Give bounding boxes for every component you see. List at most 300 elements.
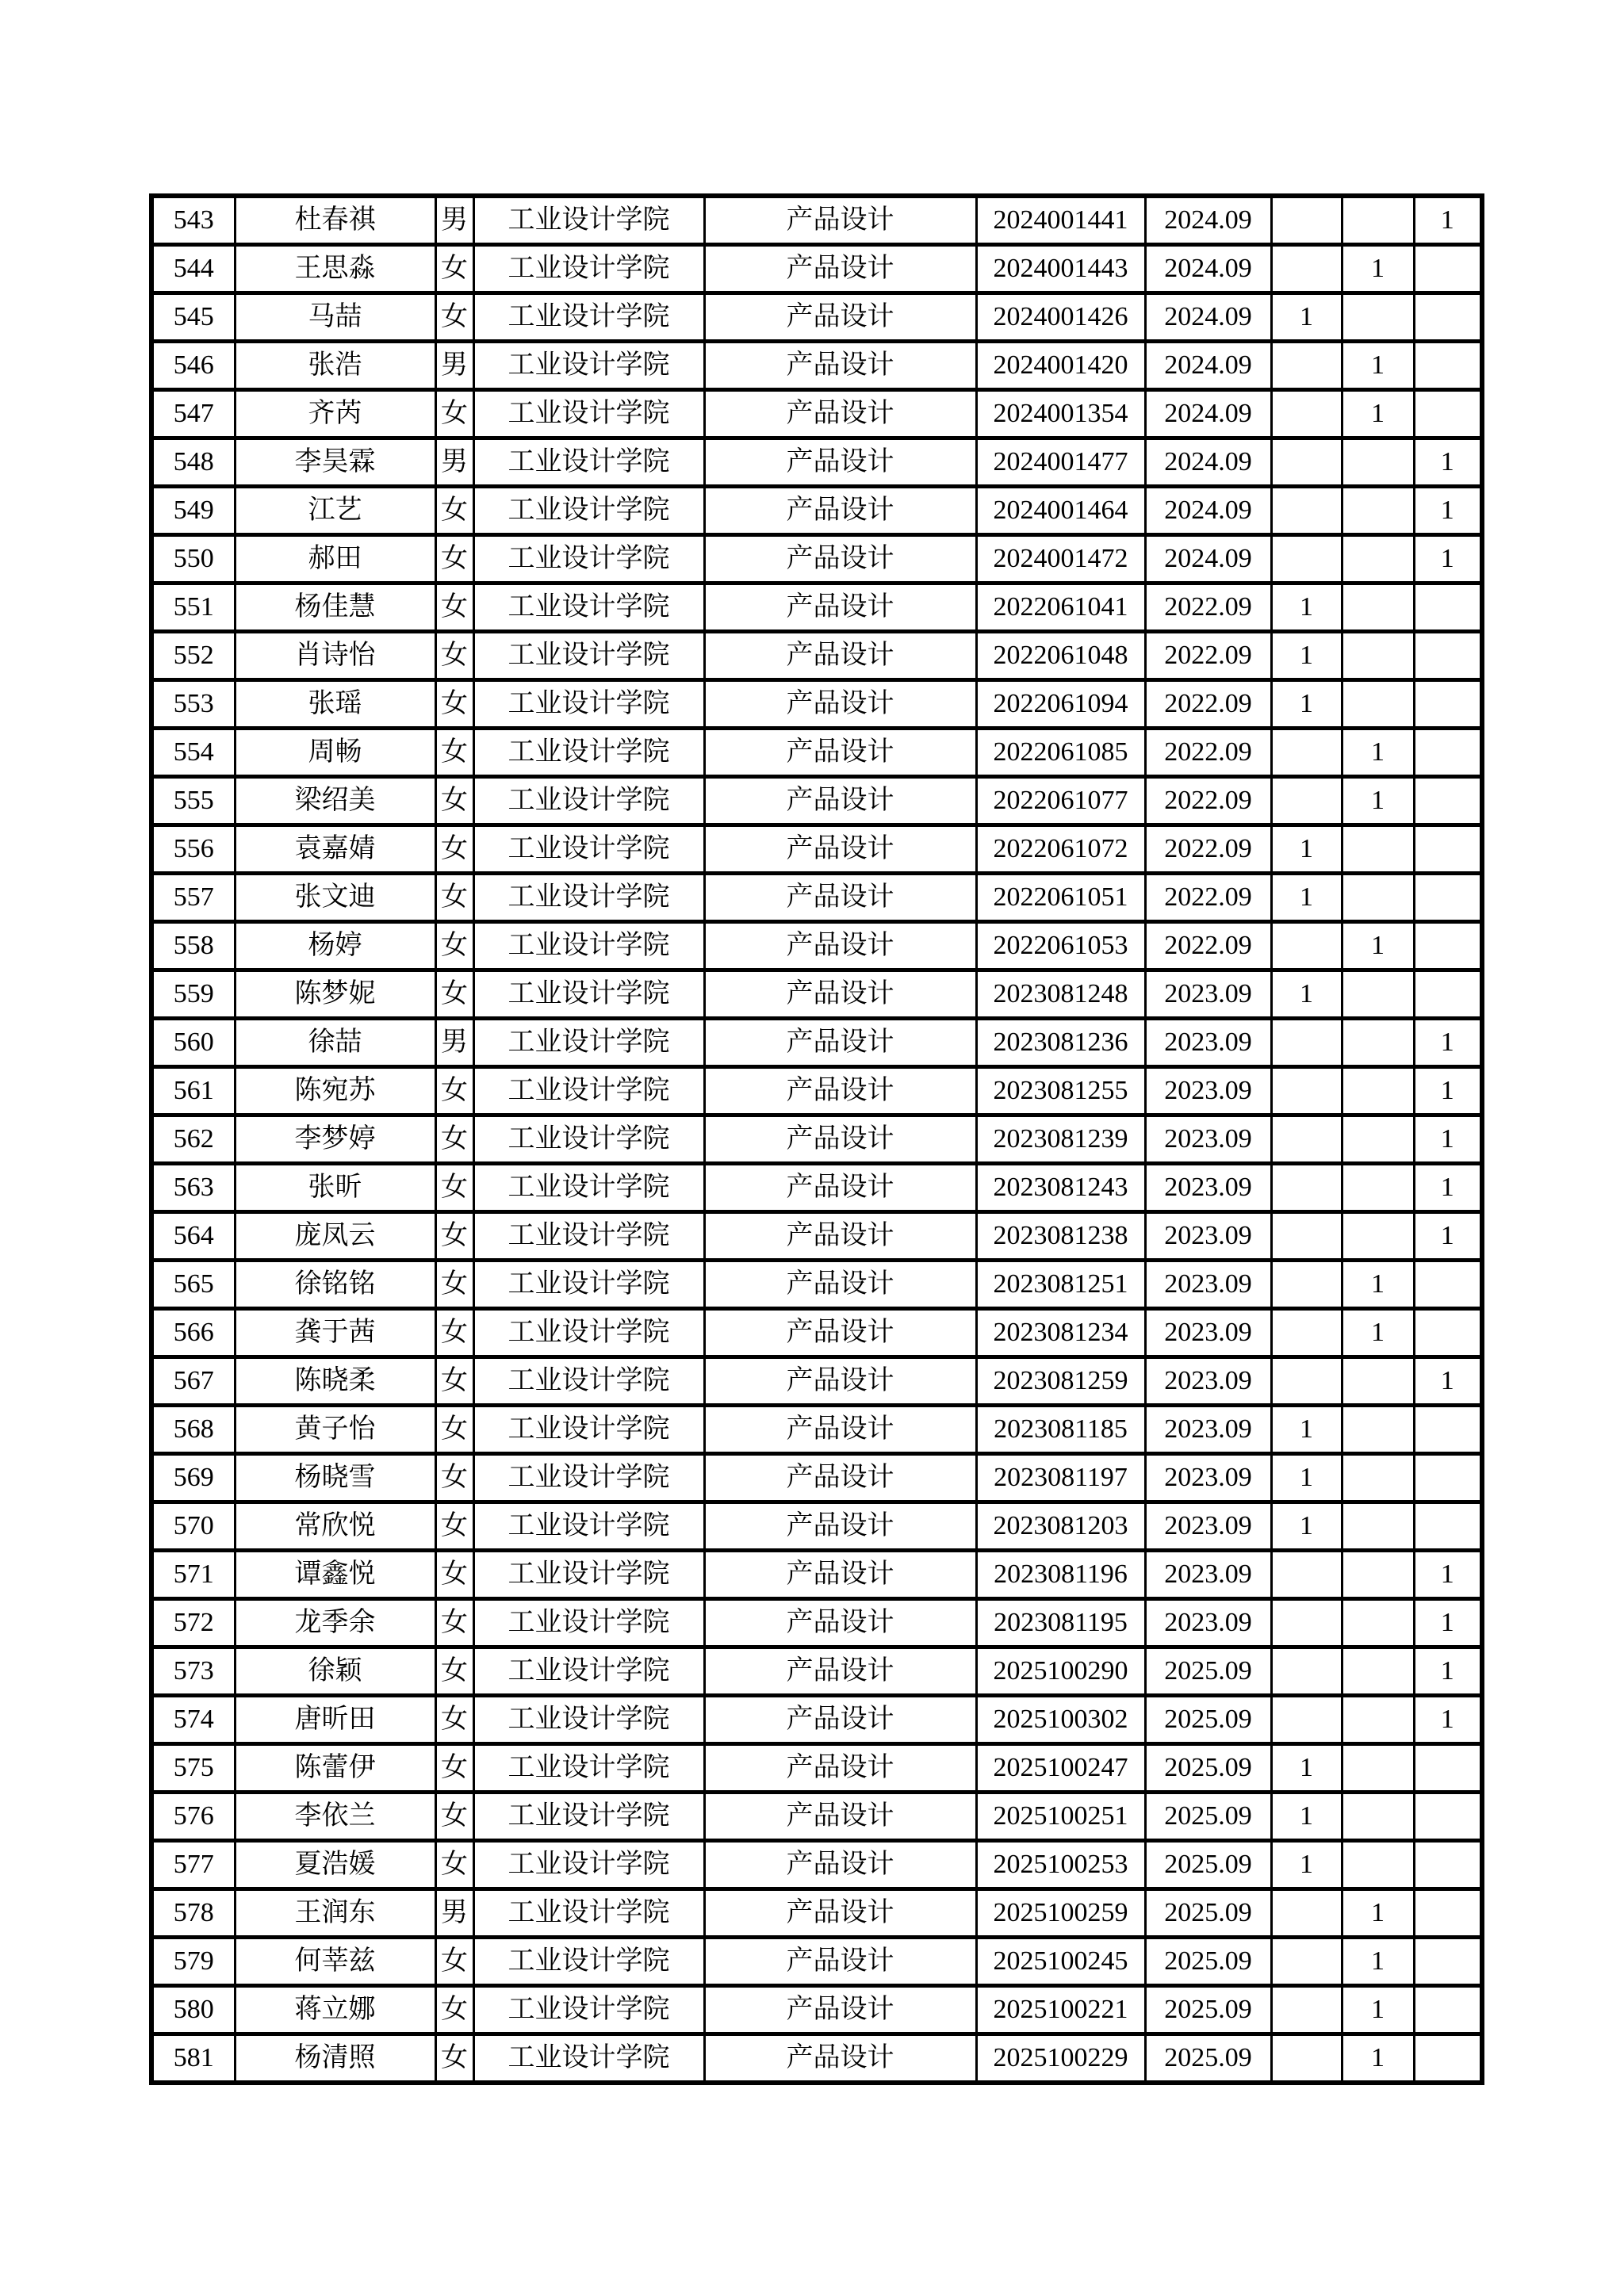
table-row — [151, 922, 1482, 970]
cell-major: 产品设计 — [704, 584, 976, 632]
cell-mark-col-1 — [1271, 2034, 1342, 2084]
cell-row-number: 549 — [151, 487, 235, 535]
cell-row-number: 557 — [151, 874, 235, 922]
cell-student-name: 张瑶 — [235, 680, 435, 729]
cell-student-id: 2023081236 — [976, 1019, 1145, 1067]
cell-college: 工业设计学院 — [473, 2034, 704, 2084]
cell-college: 工业设计学院 — [473, 1841, 704, 1889]
cell-college: 工业设计学院 — [473, 487, 704, 535]
cell-major: 产品设计 — [704, 1357, 976, 1406]
cell-gender: 女 — [435, 970, 473, 1019]
table-row — [151, 874, 1482, 922]
cell-major: 产品设计 — [704, 922, 976, 970]
table-row — [151, 245, 1482, 293]
cell-row-number: 547 — [151, 390, 235, 438]
cell-mark-col-1: 1 — [1271, 874, 1342, 922]
cell-row-number: 568 — [151, 1406, 235, 1454]
cell-student-id: 2023081255 — [976, 1067, 1145, 1115]
cell-major: 产品设计 — [704, 1986, 976, 2034]
cell-mark-col-3 — [1414, 1261, 1482, 1309]
cell-student-id: 2025100245 — [976, 1938, 1145, 1986]
table-row — [151, 1309, 1482, 1357]
cell-mark-col-2: 1 — [1342, 2034, 1414, 2084]
cell-row-number: 565 — [151, 1261, 235, 1309]
table-row — [151, 1599, 1482, 1647]
cell-enroll-date: 2024.09 — [1145, 487, 1271, 535]
cell-mark-col-2: 1 — [1342, 729, 1414, 777]
cell-row-number: 543 — [151, 196, 235, 245]
cell-row-number: 548 — [151, 438, 235, 487]
cell-mark-col-3 — [1414, 342, 1482, 390]
cell-student-name: 王思淼 — [235, 245, 435, 293]
cell-mark-col-1 — [1271, 1019, 1342, 1067]
cell-mark-col-3 — [1414, 1502, 1482, 1551]
cell-mark-col-1 — [1271, 1551, 1342, 1599]
table-row — [151, 1406, 1482, 1454]
table-row — [151, 1744, 1482, 1793]
cell-student-name: 徐铭铭 — [235, 1261, 435, 1309]
cell-row-number: 580 — [151, 1986, 235, 2034]
cell-gender: 女 — [435, 1647, 473, 1696]
cell-row-number: 559 — [151, 970, 235, 1019]
cell-mark-col-3 — [1414, 1793, 1482, 1841]
cell-college: 工业设计学院 — [473, 438, 704, 487]
cell-mark-col-3 — [1414, 293, 1482, 342]
cell-mark-col-2: 1 — [1342, 1309, 1414, 1357]
cell-college: 工业设计学院 — [473, 1261, 704, 1309]
cell-enroll-date: 2023.09 — [1145, 1067, 1271, 1115]
cell-mark-col-1: 1 — [1271, 1406, 1342, 1454]
cell-gender: 女 — [435, 1841, 473, 1889]
cell-gender: 男 — [435, 342, 473, 390]
cell-student-name: 梁绍美 — [235, 777, 435, 825]
cell-college: 工业设计学院 — [473, 1793, 704, 1841]
cell-major: 产品设计 — [704, 487, 976, 535]
cell-mark-col-3 — [1414, 584, 1482, 632]
table-row — [151, 2034, 1482, 2084]
cell-college: 工业设计学院 — [473, 342, 704, 390]
cell-major: 产品设计 — [704, 245, 976, 293]
cell-mark-col-3 — [1414, 970, 1482, 1019]
cell-college: 工业设计学院 — [473, 680, 704, 729]
cell-row-number: 576 — [151, 1793, 235, 1841]
cell-college: 工业设计学院 — [473, 1938, 704, 1986]
table-row — [151, 1793, 1482, 1841]
cell-mark-col-2 — [1342, 1067, 1414, 1115]
cell-student-id: 2024001426 — [976, 293, 1145, 342]
cell-row-number: 556 — [151, 825, 235, 874]
cell-mark-col-2 — [1342, 438, 1414, 487]
cell-mark-col-3 — [1414, 2034, 1482, 2084]
cell-enroll-date: 2022.09 — [1145, 922, 1271, 970]
cell-major: 产品设计 — [704, 1502, 976, 1551]
cell-student-id: 2024001441 — [976, 196, 1145, 245]
cell-college: 工业设计学院 — [473, 1067, 704, 1115]
cell-major: 产品设计 — [704, 632, 976, 680]
cell-mark-col-2 — [1342, 1357, 1414, 1406]
cell-mark-col-1 — [1271, 1986, 1342, 2034]
cell-student-name: 夏浩媛 — [235, 1841, 435, 1889]
cell-mark-col-2 — [1342, 1793, 1414, 1841]
cell-student-id: 2022061077 — [976, 777, 1145, 825]
cell-enroll-date: 2025.09 — [1145, 1986, 1271, 2034]
cell-gender: 女 — [435, 1986, 473, 2034]
cell-student-name: 庞凤云 — [235, 1212, 435, 1261]
cell-college: 工业设计学院 — [473, 1454, 704, 1502]
cell-enroll-date: 2025.09 — [1145, 1696, 1271, 1744]
cell-enroll-date: 2025.09 — [1145, 1744, 1271, 1793]
cell-gender: 女 — [435, 680, 473, 729]
cell-college: 工业设计学院 — [473, 1212, 704, 1261]
cell-gender: 女 — [435, 1696, 473, 1744]
cell-student-name: 郝田 — [235, 535, 435, 584]
table-row — [151, 632, 1482, 680]
cell-row-number: 545 — [151, 293, 235, 342]
cell-mark-col-3 — [1414, 680, 1482, 729]
cell-college: 工业设计学院 — [473, 584, 704, 632]
table-row — [151, 196, 1482, 245]
table-row — [151, 970, 1482, 1019]
cell-mark-col-1: 1 — [1271, 584, 1342, 632]
cell-mark-col-2 — [1342, 1744, 1414, 1793]
cell-enroll-date: 2023.09 — [1145, 1261, 1271, 1309]
cell-enroll-date: 2025.09 — [1145, 1938, 1271, 1986]
student-roster-table — [149, 193, 1484, 2085]
cell-major: 产品设计 — [704, 196, 976, 245]
cell-student-id: 2024001443 — [976, 245, 1145, 293]
cell-major: 产品设计 — [704, 729, 976, 777]
cell-enroll-date: 2023.09 — [1145, 1502, 1271, 1551]
cell-mark-col-2 — [1342, 680, 1414, 729]
cell-mark-col-2: 1 — [1342, 342, 1414, 390]
cell-mark-col-1: 1 — [1271, 1841, 1342, 1889]
cell-mark-col-3: 1 — [1414, 487, 1482, 535]
cell-enroll-date: 2022.09 — [1145, 680, 1271, 729]
cell-mark-col-1: 1 — [1271, 1502, 1342, 1551]
cell-row-number: 572 — [151, 1599, 235, 1647]
cell-row-number: 567 — [151, 1357, 235, 1406]
cell-gender: 女 — [435, 632, 473, 680]
cell-student-id: 2022061053 — [976, 922, 1145, 970]
cell-enroll-date: 2023.09 — [1145, 1212, 1271, 1261]
cell-gender: 女 — [435, 1115, 473, 1164]
table-row — [151, 1261, 1482, 1309]
cell-enroll-date: 2025.09 — [1145, 1889, 1271, 1938]
cell-student-name: 李依兰 — [235, 1793, 435, 1841]
cell-student-id: 2025100221 — [976, 1986, 1145, 2034]
cell-student-id: 2024001420 — [976, 342, 1145, 390]
cell-mark-col-2 — [1342, 584, 1414, 632]
cell-mark-col-3 — [1414, 729, 1482, 777]
cell-major: 产品设计 — [704, 342, 976, 390]
cell-gender: 女 — [435, 1793, 473, 1841]
cell-student-name: 周畅 — [235, 729, 435, 777]
cell-gender: 女 — [435, 245, 473, 293]
cell-major: 产品设计 — [704, 1309, 976, 1357]
cell-mark-col-3 — [1414, 825, 1482, 874]
cell-mark-col-2 — [1342, 1212, 1414, 1261]
cell-college: 工业设计学院 — [473, 777, 704, 825]
cell-gender: 女 — [435, 1406, 473, 1454]
cell-mark-col-1 — [1271, 245, 1342, 293]
cell-gender: 男 — [435, 1889, 473, 1938]
cell-mark-col-3 — [1414, 1841, 1482, 1889]
cell-student-name: 唐昕田 — [235, 1696, 435, 1744]
cell-gender: 女 — [435, 922, 473, 970]
cell-enroll-date: 2023.09 — [1145, 1019, 1271, 1067]
cell-student-name: 黄子怡 — [235, 1406, 435, 1454]
table-row — [151, 1938, 1482, 1986]
cell-row-number: 581 — [151, 2034, 235, 2084]
cell-enroll-date: 2022.09 — [1145, 825, 1271, 874]
cell-mark-col-3: 1 — [1414, 1599, 1482, 1647]
cell-college: 工业设计学院 — [473, 729, 704, 777]
cell-mark-col-3 — [1414, 874, 1482, 922]
cell-enroll-date: 2025.09 — [1145, 2034, 1271, 2084]
cell-enroll-date: 2024.09 — [1145, 293, 1271, 342]
cell-college: 工业设计学院 — [473, 970, 704, 1019]
cell-enroll-date: 2023.09 — [1145, 1309, 1271, 1357]
table-row — [151, 1841, 1482, 1889]
table-row — [151, 1115, 1482, 1164]
cell-college: 工业设计学院 — [473, 1019, 704, 1067]
cell-mark-col-2: 1 — [1342, 922, 1414, 970]
cell-student-id: 2023081238 — [976, 1212, 1145, 1261]
cell-major: 产品设计 — [704, 1212, 976, 1261]
cell-student-id: 2023081196 — [976, 1551, 1145, 1599]
cell-mark-col-3: 1 — [1414, 1357, 1482, 1406]
cell-major: 产品设计 — [704, 1889, 976, 1938]
cell-major: 产品设计 — [704, 1696, 976, 1744]
cell-major: 产品设计 — [704, 825, 976, 874]
cell-gender: 女 — [435, 1357, 473, 1406]
cell-student-id: 2022061048 — [976, 632, 1145, 680]
cell-mark-col-1 — [1271, 1261, 1342, 1309]
cell-row-number: 564 — [151, 1212, 235, 1261]
cell-major: 产品设计 — [704, 1454, 976, 1502]
cell-enroll-date: 2022.09 — [1145, 584, 1271, 632]
cell-student-id: 2024001472 — [976, 535, 1145, 584]
cell-mark-col-2 — [1342, 1841, 1414, 1889]
cell-enroll-date: 2023.09 — [1145, 1599, 1271, 1647]
cell-major: 产品设计 — [704, 970, 976, 1019]
cell-gender: 女 — [435, 1212, 473, 1261]
cell-student-name: 何莘兹 — [235, 1938, 435, 1986]
cell-major: 产品设计 — [704, 1067, 976, 1115]
cell-student-name: 徐颖 — [235, 1647, 435, 1696]
cell-mark-col-1 — [1271, 1067, 1342, 1115]
cell-gender: 女 — [435, 1502, 473, 1551]
cell-mark-col-3 — [1414, 390, 1482, 438]
cell-student-name: 江艺 — [235, 487, 435, 535]
table-row — [151, 825, 1482, 874]
cell-row-number: 575 — [151, 1744, 235, 1793]
cell-major: 产品设计 — [704, 1261, 976, 1309]
cell-major: 产品设计 — [704, 1551, 976, 1599]
cell-row-number: 566 — [151, 1309, 235, 1357]
cell-college: 工业设计学院 — [473, 1115, 704, 1164]
cell-student-name: 陈宛苏 — [235, 1067, 435, 1115]
cell-student-id: 2024001464 — [976, 487, 1145, 535]
cell-major: 产品设计 — [704, 535, 976, 584]
cell-enroll-date: 2022.09 — [1145, 874, 1271, 922]
cell-student-id: 2023081203 — [976, 1502, 1145, 1551]
cell-row-number: 546 — [151, 342, 235, 390]
cell-mark-col-2: 1 — [1342, 1986, 1414, 2034]
cell-mark-col-2 — [1342, 293, 1414, 342]
cell-mark-col-1 — [1271, 1212, 1342, 1261]
cell-mark-col-3: 1 — [1414, 1647, 1482, 1696]
cell-student-name: 谭鑫悦 — [235, 1551, 435, 1599]
cell-mark-col-3 — [1414, 1986, 1482, 2034]
cell-college: 工业设计学院 — [473, 1502, 704, 1551]
cell-mark-col-1: 1 — [1271, 1454, 1342, 1502]
cell-student-name: 徐喆 — [235, 1019, 435, 1067]
cell-row-number: 552 — [151, 632, 235, 680]
cell-mark-col-1 — [1271, 922, 1342, 970]
cell-student-id: 2025100247 — [976, 1744, 1145, 1793]
cell-mark-col-1 — [1271, 1647, 1342, 1696]
cell-student-name: 杨婷 — [235, 922, 435, 970]
cell-gender: 女 — [435, 1599, 473, 1647]
cell-mark-col-1 — [1271, 1599, 1342, 1647]
cell-mark-col-3 — [1414, 632, 1482, 680]
cell-student-id: 2023081234 — [976, 1309, 1145, 1357]
cell-mark-col-2: 1 — [1342, 1261, 1414, 1309]
cell-row-number: 560 — [151, 1019, 235, 1067]
cell-major: 产品设计 — [704, 1599, 976, 1647]
cell-enroll-date: 2024.09 — [1145, 342, 1271, 390]
table-row — [151, 1019, 1482, 1067]
cell-gender: 女 — [435, 1938, 473, 1986]
cell-mark-col-3 — [1414, 1309, 1482, 1357]
cell-mark-col-2 — [1342, 1647, 1414, 1696]
roster-body — [151, 196, 1482, 2083]
cell-major: 产品设计 — [704, 438, 976, 487]
cell-mark-col-1: 1 — [1271, 970, 1342, 1019]
cell-row-number: 550 — [151, 535, 235, 584]
cell-student-name: 杜春祺 — [235, 196, 435, 245]
cell-student-id: 2022061094 — [976, 680, 1145, 729]
cell-college: 工业设计学院 — [473, 293, 704, 342]
cell-row-number: 577 — [151, 1841, 235, 1889]
cell-student-id: 2024001354 — [976, 390, 1145, 438]
cell-mark-col-2 — [1342, 825, 1414, 874]
cell-gender: 女 — [435, 1261, 473, 1309]
cell-mark-col-1 — [1271, 1309, 1342, 1357]
cell-mark-col-3: 1 — [1414, 535, 1482, 584]
cell-mark-col-2 — [1342, 1019, 1414, 1067]
cell-college: 工业设计学院 — [473, 1647, 704, 1696]
cell-row-number: 563 — [151, 1164, 235, 1212]
cell-student-name: 蒋立娜 — [235, 1986, 435, 2034]
cell-enroll-date: 2025.09 — [1145, 1793, 1271, 1841]
cell-student-id: 2023081259 — [976, 1357, 1145, 1406]
cell-student-name: 杨晓雪 — [235, 1454, 435, 1502]
cell-mark-col-2 — [1342, 1115, 1414, 1164]
cell-row-number: 544 — [151, 245, 235, 293]
cell-student-name: 李梦婷 — [235, 1115, 435, 1164]
cell-mark-col-2 — [1342, 874, 1414, 922]
cell-enroll-date: 2022.09 — [1145, 729, 1271, 777]
cell-mark-col-3: 1 — [1414, 1164, 1482, 1212]
cell-row-number: 553 — [151, 680, 235, 729]
cell-mark-col-1 — [1271, 1357, 1342, 1406]
cell-gender: 女 — [435, 584, 473, 632]
cell-student-id: 2025100290 — [976, 1647, 1145, 1696]
cell-college: 工业设计学院 — [473, 1696, 704, 1744]
cell-mark-col-1 — [1271, 196, 1342, 245]
cell-mark-col-2 — [1342, 535, 1414, 584]
cell-mark-col-1 — [1271, 1115, 1342, 1164]
cell-student-name: 李昊霖 — [235, 438, 435, 487]
cell-student-id: 2023081239 — [976, 1115, 1145, 1164]
table-row — [151, 1696, 1482, 1744]
cell-major: 产品设计 — [704, 1793, 976, 1841]
cell-student-id: 2025100253 — [976, 1841, 1145, 1889]
cell-student-id: 2025100302 — [976, 1696, 1145, 1744]
cell-mark-col-3 — [1414, 922, 1482, 970]
cell-mark-col-3 — [1414, 245, 1482, 293]
cell-college: 工业设计学院 — [473, 535, 704, 584]
table-row — [151, 1212, 1482, 1261]
cell-mark-col-2: 1 — [1342, 245, 1414, 293]
cell-mark-col-3 — [1414, 1454, 1482, 1502]
table-row — [151, 680, 1482, 729]
cell-major: 产品设计 — [704, 390, 976, 438]
cell-college: 工业设计学院 — [473, 1986, 704, 2034]
cell-student-id: 2023081185 — [976, 1406, 1145, 1454]
cell-mark-col-2 — [1342, 1164, 1414, 1212]
cell-mark-col-1: 1 — [1271, 1744, 1342, 1793]
cell-gender: 女 — [435, 874, 473, 922]
cell-row-number: 561 — [151, 1067, 235, 1115]
table-row — [151, 1164, 1482, 1212]
cell-enroll-date: 2023.09 — [1145, 1454, 1271, 1502]
cell-enroll-date: 2023.09 — [1145, 1164, 1271, 1212]
cell-mark-col-2 — [1342, 970, 1414, 1019]
cell-major: 产品设计 — [704, 1647, 976, 1696]
cell-student-id: 2025100229 — [976, 2034, 1145, 2084]
cell-college: 工业设计学院 — [473, 874, 704, 922]
cell-mark-col-3 — [1414, 1744, 1482, 1793]
cell-mark-col-2 — [1342, 1406, 1414, 1454]
cell-major: 产品设计 — [704, 680, 976, 729]
cell-mark-col-3 — [1414, 1406, 1482, 1454]
cell-mark-col-3: 1 — [1414, 1212, 1482, 1261]
cell-major: 产品设计 — [704, 2034, 976, 2084]
cell-major: 产品设计 — [704, 777, 976, 825]
cell-student-id: 2025100251 — [976, 1793, 1145, 1841]
cell-mark-col-3: 1 — [1414, 1115, 1482, 1164]
cell-enroll-date: 2024.09 — [1145, 438, 1271, 487]
cell-enroll-date: 2025.09 — [1145, 1647, 1271, 1696]
table-row — [151, 1357, 1482, 1406]
cell-major: 产品设计 — [704, 1841, 976, 1889]
cell-major: 产品设计 — [704, 1019, 976, 1067]
cell-row-number: 555 — [151, 777, 235, 825]
cell-student-id: 2022061051 — [976, 874, 1145, 922]
cell-row-number: 562 — [151, 1115, 235, 1164]
cell-major: 产品设计 — [704, 1744, 976, 1793]
cell-enroll-date: 2024.09 — [1145, 245, 1271, 293]
cell-mark-col-1 — [1271, 390, 1342, 438]
cell-mark-col-1: 1 — [1271, 680, 1342, 729]
cell-college: 工业设计学院 — [473, 390, 704, 438]
cell-student-name: 常欣悦 — [235, 1502, 435, 1551]
cell-student-name: 肖诗怡 — [235, 632, 435, 680]
cell-mark-col-2: 1 — [1342, 390, 1414, 438]
